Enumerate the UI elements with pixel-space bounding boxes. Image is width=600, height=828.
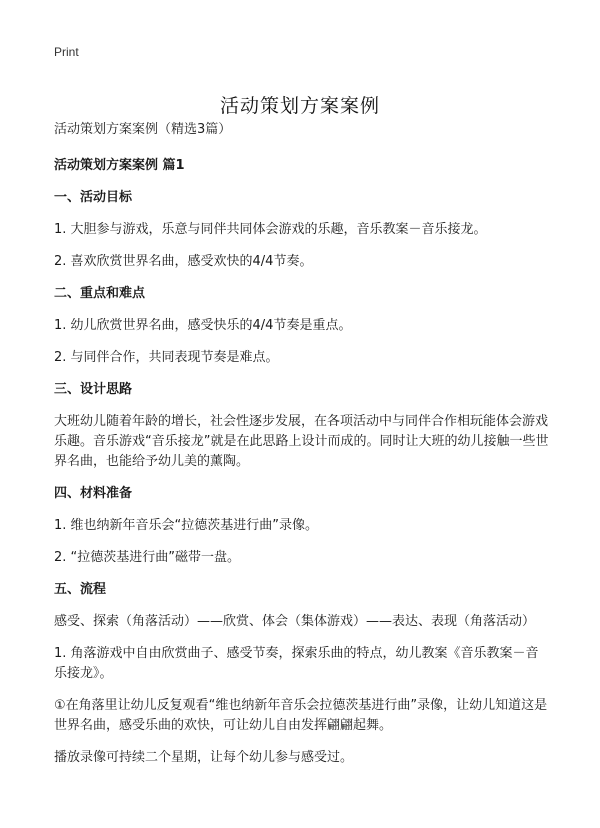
section-heading-goals: 一、活动目标 (54, 190, 133, 205)
document-title: 活动策划方案案例 (219, 94, 380, 117)
process-step-1: 1. 角落游戏中自由欣赏曲子、感受节奏，探索乐曲的特点，幼儿教案《音乐教案－音乐接龙》。 (54, 646, 539, 681)
goal-item: 1. 大胆参与游戏，乐意与同伴共同体会游戏的乐趣，音乐教案－音乐接龙。 (54, 222, 487, 237)
design-paragraph: 大班幼儿随着年龄的增长，社会性逐步发展，在各项活动中与同伴合作相玩能体会游戏乐趣。音乐游戏“音乐接龙”就是在此思路上设计而成的。同时让大班的幼儿接触一些世界名曲，也能给予幼儿美的薰陶。 (54, 414, 549, 469)
section-heading-process: 五、流程 (54, 582, 107, 597)
material-item: 2. “拉德茨基进行曲”磁带一盘。 (54, 550, 241, 565)
goal-item: 2. 喜欢欣赏世界名曲，感受欢快的4/4节奏。 (54, 254, 313, 269)
print-label[interactable]: Print (54, 45, 79, 59)
process-step-1-detail: ①在角落里让幼儿反复观看“维也纳新年音乐会拉德茨基进行曲”录像，让幼儿知道这是世界名曲，感受乐曲的欢快，可让幼儿自由发挥翩翩起舞。 (54, 698, 548, 733)
key-point-item: 2. 与同伴合作，共同表现节奏是难点。 (54, 350, 279, 365)
article-title: 活动策划方案案例 篇1 (54, 158, 185, 173)
document-subtitle: 活动策划方案案例（精选3篇） (54, 122, 232, 137)
process-note: 播放录像可持续二个星期，让每个幼儿参与感受过。 (54, 750, 354, 765)
section-heading-key-points: 二、重点和难点 (54, 286, 146, 301)
material-item: 1. 维也纳新年音乐会“拉德茨基进行曲”录像。 (54, 518, 319, 533)
section-heading-design: 三、设计思路 (54, 382, 133, 397)
key-point-item: 1. 幼儿欣赏世界名曲，感受快乐的4/4节奏是重点。 (54, 318, 352, 333)
section-heading-materials: 四、材料准备 (54, 486, 133, 501)
document-content (54, 120, 550, 768)
process-overview: 感受、探索（角落活动）——欣赏、体会（集体游戏）——表达、表现（角落活动） (54, 614, 536, 629)
